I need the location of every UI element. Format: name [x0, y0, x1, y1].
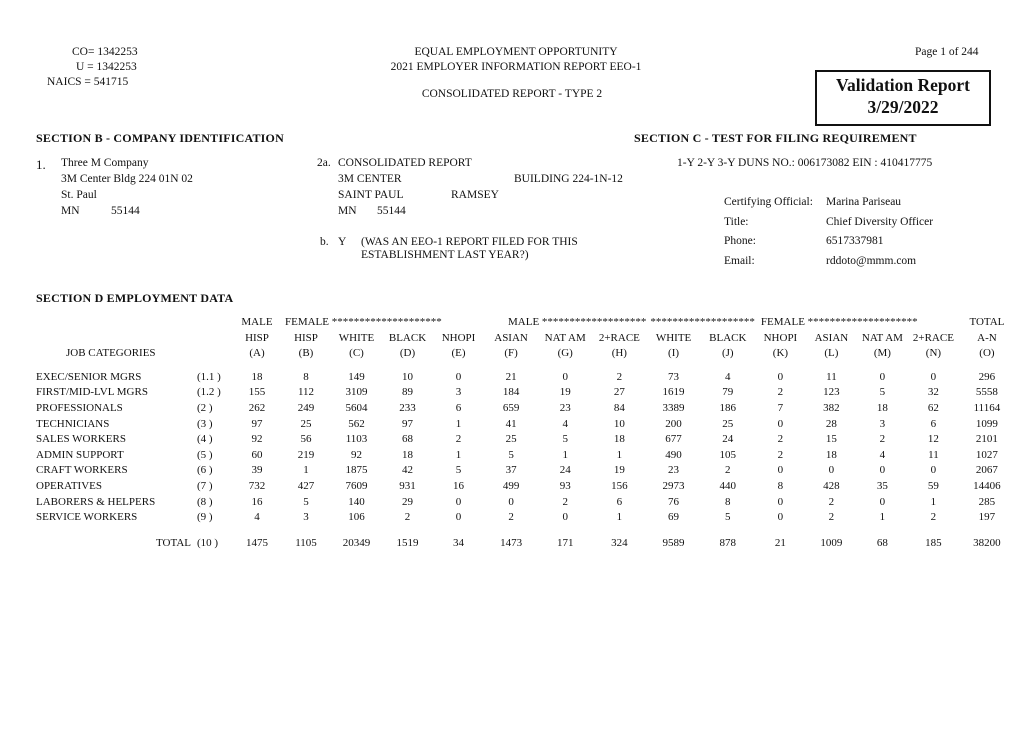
group-female-stars-2: FEMALE ********************	[760, 316, 918, 328]
table-cell: 8	[725, 495, 731, 508]
table-row	[36, 510, 1015, 526]
table-cell: 0	[879, 495, 886, 508]
table-cell: 37	[505, 464, 517, 477]
table-cell: 659	[502, 401, 520, 414]
column-letter: (K)	[772, 347, 789, 360]
table-cell: 0	[562, 370, 568, 383]
table-cell: 3389	[662, 401, 685, 414]
table-cell: 4	[562, 417, 568, 430]
table-cell: 6	[930, 417, 937, 430]
column-heading: NHOPI	[763, 331, 798, 344]
header-letter-row	[36, 346, 1015, 362]
table-cell: 1103	[345, 433, 368, 446]
table-cell: 84	[613, 401, 625, 414]
table-row	[36, 495, 1015, 511]
table-cell: 249	[297, 401, 315, 414]
table-cell: 60	[251, 448, 263, 461]
job-category-code: (1.1 )	[197, 370, 221, 383]
table-cell: 156	[611, 479, 628, 492]
table-cell: 19	[559, 386, 571, 399]
table-cell: 0	[930, 370, 937, 383]
job-category: OPERATIVES	[36, 479, 103, 492]
job-category: SERVICE WORKERS	[36, 511, 138, 524]
table-cell: 21	[774, 536, 786, 549]
table-cell: 20349	[342, 536, 371, 549]
company-zip: 55144	[111, 205, 140, 217]
job-category-code: (3 )	[197, 417, 213, 430]
section-c-heading: SECTION C - TEST FOR FILING REQUIREMENT	[634, 131, 917, 145]
table-cell: 39	[251, 464, 263, 477]
table-cell: 28	[825, 417, 837, 430]
table-cell: 1473	[500, 536, 523, 549]
email-label: Email:	[724, 255, 755, 267]
column-heading: 2+RACE	[912, 331, 954, 344]
certifying-official-label: Certifying Official:	[724, 196, 813, 208]
table-cell: 34	[453, 536, 464, 549]
table-cell: 6	[455, 401, 462, 414]
table-cell: 2	[828, 495, 835, 508]
table-cell: 1	[879, 511, 886, 524]
table-cell: 23	[668, 464, 680, 477]
co-number: CO= 1342253	[72, 46, 138, 58]
table-cell: 42	[402, 464, 413, 477]
table-row	[36, 479, 1015, 495]
establishment-zip: 55144	[377, 205, 406, 217]
column-heading: 2+RACE	[598, 331, 640, 344]
table-cell: 1	[616, 511, 623, 524]
table-cell: 14406	[973, 479, 1001, 492]
table-cell: 93	[559, 479, 571, 492]
report-title-line3: CONSOLIDATED REPORT - TYPE 2	[421, 88, 603, 100]
table-cell: 440	[719, 479, 737, 492]
table-cell: 562	[348, 417, 365, 430]
table-cell: 5558	[975, 386, 998, 399]
table-cell: 5	[879, 386, 886, 399]
table-cell: 8	[303, 370, 309, 383]
validation-title: Validation Report	[835, 75, 971, 95]
table-cell: 7609	[345, 479, 368, 492]
table-cell: 89	[402, 386, 413, 399]
establishment-county: RAMSEY	[451, 189, 499, 201]
table-cell: 16	[251, 495, 263, 508]
table-cell: 677	[665, 433, 682, 446]
phone-value: 6517337981	[826, 235, 884, 247]
table-cell: 3	[879, 417, 886, 430]
table-cell: 4	[879, 448, 886, 461]
table-cell: 11164	[973, 401, 1001, 414]
table-cell: 1	[616, 448, 623, 461]
u-number: U = 1342253	[76, 61, 137, 73]
table-cell: 878	[719, 536, 737, 549]
table-cell: 0	[455, 495, 462, 508]
table-cell: 123	[823, 386, 840, 399]
table-cell: 1875	[345, 464, 368, 477]
table-cell: 0	[879, 370, 886, 383]
column-letter: (I)	[668, 347, 680, 360]
table-cell: 382	[823, 401, 840, 414]
table-cell: 233	[399, 401, 416, 414]
table-cell: 2	[725, 464, 731, 477]
establishment-state: MN	[338, 205, 357, 217]
column-letter: (A)	[249, 347, 265, 360]
column-heading: WHITE	[338, 331, 375, 344]
phone-label: Phone:	[724, 235, 756, 247]
table-cell: 296	[978, 370, 996, 383]
table-cell: 0	[777, 417, 784, 430]
job-category-code: (10 )	[197, 536, 219, 549]
table-cell: 27	[613, 386, 625, 399]
table-cell: 16	[453, 479, 464, 492]
table-row	[36, 417, 1015, 433]
section-b-heading: SECTION B - COMPANY IDENTIFICATION	[36, 131, 284, 145]
table-cell: 1027	[975, 448, 998, 461]
table-cell: 428	[823, 479, 840, 492]
column-heading: ASIAN	[814, 331, 849, 344]
table-cell: 21	[505, 370, 517, 383]
column-heading: WHITE	[655, 331, 692, 344]
job-category-code: (2 )	[197, 401, 213, 414]
column-letter: (C)	[349, 347, 364, 360]
table-cell: 427	[297, 479, 315, 492]
table-cell: 5	[303, 495, 309, 508]
table-cell: 25	[505, 433, 517, 446]
table-cell: 0	[562, 511, 568, 524]
validation-report-box	[815, 70, 991, 126]
table-row	[36, 448, 1015, 464]
job-category-code: (9 )	[197, 511, 213, 524]
item-2a-number: 2a.	[317, 157, 331, 169]
table-cell: 68	[876, 536, 888, 549]
table-cell: 1	[455, 448, 462, 461]
column-heading: NAT AM	[544, 331, 586, 344]
table-cell: 2	[879, 433, 886, 446]
table-cell: 149	[348, 370, 365, 383]
table-cell: 112	[297, 386, 315, 399]
job-category-code: (6 )	[197, 464, 213, 477]
item-b-answer: Y	[338, 236, 347, 248]
job-category-code: (8 )	[197, 495, 213, 508]
table-cell: 2973	[662, 479, 685, 492]
item-1-number: 1.	[36, 157, 46, 172]
table-cell: 140	[348, 495, 365, 508]
table-cell: 0	[777, 495, 784, 508]
job-category-code: (5 )	[197, 448, 213, 461]
job-category-code: (7 )	[197, 479, 213, 492]
table-cell: 6	[616, 495, 623, 508]
title-label: Title:	[724, 216, 749, 228]
table-cell: 18	[613, 433, 625, 446]
column-heading: A-N	[977, 331, 997, 344]
table-cell: 1	[930, 495, 937, 508]
job-category: ADMIN SUPPORT	[36, 448, 124, 461]
job-category: CRAFT WORKERS	[36, 464, 128, 477]
table-cell: 68	[402, 433, 413, 446]
table-cell: 25	[300, 417, 312, 430]
column-heading: ASIAN	[494, 331, 528, 344]
column-letter: (E)	[451, 347, 466, 360]
table-cell: 12	[927, 433, 939, 446]
table-cell: 155	[248, 386, 266, 399]
table-cell: 0	[879, 464, 886, 477]
table-cell: 2	[828, 511, 835, 524]
table-cell: 1009	[820, 536, 843, 549]
table-cell: 25	[722, 417, 734, 430]
table-cell: 79	[722, 386, 734, 399]
table-cell: 62	[927, 401, 939, 414]
table-cell: 5	[562, 433, 568, 446]
table-cell: 324	[611, 536, 628, 549]
column-letter: (F)	[504, 347, 518, 360]
email-value: rddoto@mmm.com	[826, 255, 917, 267]
table-cell: 219	[297, 448, 315, 461]
table-cell: 499	[502, 479, 520, 492]
table-cell: 24	[722, 433, 734, 446]
table-row	[36, 401, 1015, 417]
column-letter: (J)	[721, 347, 734, 360]
table-cell: 2	[562, 495, 568, 508]
column-letter: (N)	[925, 347, 942, 360]
group-stars: *******************	[650, 316, 755, 328]
table-cell: 1	[455, 417, 462, 430]
company-state: MN	[61, 205, 80, 217]
employment-data-table	[36, 315, 1015, 554]
table-cell: 97	[251, 417, 263, 430]
table-cell: 18	[251, 370, 263, 383]
table-cell: 2101	[975, 433, 998, 446]
table-row	[36, 432, 1015, 448]
table-cell: 1105	[295, 536, 317, 549]
column-letter: (G)	[557, 347, 573, 360]
table-cell: 29	[402, 495, 413, 508]
table-cell: 105	[719, 448, 737, 461]
title-value: Chief Diversity Officer	[826, 216, 934, 228]
report-title-line2: 2021 EMPLOYER INFORMATION REPORT EEO-1	[390, 61, 642, 73]
column-letter: (M)	[873, 347, 891, 360]
naics-code: NAICS = 541715	[47, 76, 129, 88]
table-cell: 184	[502, 386, 520, 399]
table-cell: 10	[402, 370, 413, 383]
column-letter: (L)	[824, 347, 839, 360]
group-male-hisp: MALE	[241, 316, 273, 328]
table-cell: 18	[876, 401, 888, 414]
column-heading: NHOPI	[441, 331, 476, 344]
table-cell: 2	[777, 448, 784, 461]
company-address: 3M Center Bldg 224 01N 02	[61, 173, 193, 185]
table-cell: 106	[348, 511, 365, 524]
table-cell: 15	[825, 433, 837, 446]
table-cell: 5604	[345, 401, 368, 414]
table-cell: 490	[665, 448, 682, 461]
table-cell: 171	[556, 536, 574, 549]
group-female-stars: FEMALE ********************	[285, 316, 442, 328]
company-name: Three M Company	[61, 157, 149, 169]
table-cell: 3	[303, 511, 309, 524]
column-heading: BLACK	[388, 331, 427, 344]
table-cell: 69	[668, 511, 680, 524]
table-cell: 32	[927, 386, 939, 399]
table-cell: 1	[562, 448, 568, 461]
table-cell: 5	[455, 464, 462, 477]
table-cell: 18	[825, 448, 837, 461]
section-d-heading: SECTION D EMPLOYMENT DATA	[36, 291, 234, 305]
job-category: EXEC/SENIOR MGRS	[36, 370, 142, 383]
column-letter: (B)	[298, 347, 314, 360]
table-cell: 11	[928, 448, 939, 461]
table-cell: 0	[777, 464, 784, 477]
table-cell: 732	[248, 479, 266, 492]
table-cell: 931	[399, 479, 416, 492]
report-title-line1: EQUAL EMPLOYMENT OPPORTUNITY	[414, 46, 618, 58]
validation-date: 3/29/2022	[867, 97, 939, 117]
certifying-official-value: Marina Pariseau	[826, 196, 902, 208]
table-cell: 1475	[246, 536, 268, 549]
table-cell: 2	[616, 370, 623, 383]
table-cell: 1519	[396, 536, 419, 549]
table-cell: 0	[777, 370, 784, 383]
table-cell: 10	[613, 417, 625, 430]
table-cell: 9589	[662, 536, 685, 549]
item-2a-title: CONSOLIDATED REPORT	[338, 157, 472, 169]
job-category: TECHNICIANS	[36, 417, 110, 430]
table-cell: 35	[876, 479, 888, 492]
table-cell: 2	[777, 433, 784, 446]
table-cell: 5	[508, 448, 514, 461]
job-category: FIRST/MID-LVL MGRS	[36, 386, 148, 399]
table-cell: 3109	[345, 386, 368, 399]
table-cell: 8	[777, 479, 784, 492]
company-city: St. Paul	[61, 189, 97, 201]
table-cell: 2	[508, 511, 514, 524]
item-b-question-line2: ESTABLISHMENT LAST YEAR?)	[361, 249, 529, 261]
table-cell: 262	[248, 401, 266, 414]
column-heading: BLACK	[709, 331, 747, 344]
column-heading: NAT AM	[861, 331, 903, 344]
column-heading: HISP	[245, 331, 269, 344]
table-cell: 1099	[975, 417, 998, 430]
table-cell: 2	[455, 433, 462, 446]
table-cell: 41	[505, 417, 517, 430]
job-category: TOTAL	[156, 536, 191, 549]
table-cell: 0	[455, 511, 462, 524]
table-cell: 2	[777, 386, 784, 399]
page-number: Page 1 of 244	[915, 46, 979, 58]
table-cell: 0	[828, 464, 835, 477]
table-cell: 11	[826, 370, 837, 383]
table-cell: 97	[402, 417, 413, 430]
table-cell: 2067	[975, 464, 998, 477]
table-cell: 59	[927, 479, 939, 492]
table-cell: 285	[978, 495, 996, 508]
table-cell: 2	[404, 511, 411, 524]
column-letter: (H)	[611, 347, 627, 360]
group-male-stars: MALE *******************	[508, 316, 647, 328]
establishment-building: BUILDING 224-1N-12	[514, 173, 623, 185]
job-category: LABORERS & HELPERS	[36, 495, 156, 508]
table-cell: 186	[719, 401, 737, 414]
filing-test-line: 1-Y 2-Y 3-Y DUNS NO.: 006173082 EIN : 410417775	[677, 157, 933, 169]
table-cell: 76	[668, 495, 680, 508]
table-cell: 185	[925, 536, 942, 549]
table-cell: 18	[402, 448, 413, 461]
job-category-code: (4 )	[197, 433, 213, 446]
table-cell: 56	[300, 433, 312, 446]
table-cell: 1	[303, 464, 309, 477]
job-category: SALES WORKERS	[36, 433, 126, 446]
table-row	[36, 370, 1015, 386]
table-cell: 0	[777, 511, 784, 524]
table-cell: 92	[251, 433, 263, 446]
job-categories-label: JOB CATEGORIES	[66, 347, 156, 360]
table-cell: 4	[254, 511, 260, 524]
table-cell: 92	[351, 448, 362, 461]
table-cell: 1619	[662, 386, 685, 399]
table-row	[36, 463, 1015, 479]
table-cell: 0	[455, 370, 462, 383]
table-cell: 24	[559, 464, 571, 477]
table-row	[36, 385, 1015, 401]
column-letter: (D)	[399, 347, 416, 360]
item-b-number: b.	[320, 236, 329, 248]
item-b-question-line1: (WAS AN EEO-1 REPORT FILED FOR THIS	[361, 236, 578, 248]
table-cell: 4	[725, 370, 731, 383]
table-cell: 2	[930, 511, 937, 524]
job-category-code: (1.2 )	[197, 386, 221, 399]
table-cell: 73	[668, 370, 680, 383]
job-category: PROFESSIONALS	[36, 401, 123, 414]
table-cell: 7	[777, 401, 784, 414]
header-group-row	[36, 315, 1015, 331]
group-total: TOTAL	[969, 316, 1005, 328]
table-cell: 23	[559, 401, 571, 414]
table-cell: 197	[978, 511, 996, 524]
table-cell: 5	[725, 511, 731, 524]
column-heading: HISP	[294, 331, 318, 344]
column-letter: (O)	[979, 347, 995, 360]
total-row	[36, 526, 1015, 554]
table-cell: 3	[455, 386, 462, 399]
establishment-city: SAINT PAUL	[338, 189, 404, 201]
table-cell: 0	[930, 464, 937, 477]
header-column-row	[36, 331, 1015, 347]
establishment-name: 3M CENTER	[338, 173, 402, 185]
table-cell: 0	[508, 495, 514, 508]
table-cell: 38200	[973, 536, 1001, 549]
table-cell: 200	[665, 417, 682, 430]
table-cell: 19	[613, 464, 625, 477]
